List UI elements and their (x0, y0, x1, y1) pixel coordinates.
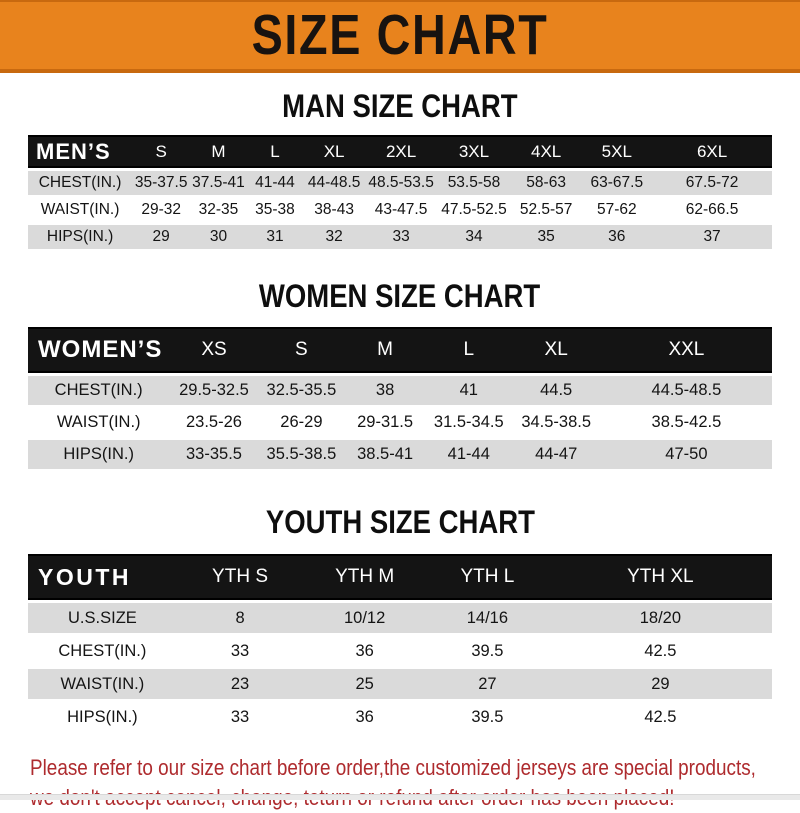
size-value-cell: 52.5-57 (511, 197, 582, 224)
size-column-header: 2XL (365, 135, 437, 170)
size-value-cell: 41-44 (247, 170, 304, 197)
size-value-cell: 8 (177, 602, 303, 635)
youth-size-table (28, 554, 772, 732)
size-column-header: YTH L (426, 554, 549, 602)
size-value-cell: 44-47 (512, 439, 601, 470)
size-value-cell: 35-38 (247, 197, 304, 224)
size-column-header: 6XL (652, 135, 772, 170)
size-value-cell: 47-50 (601, 439, 772, 470)
size-value-cell: 36 (303, 635, 426, 668)
size-value-cell: 44.5 (512, 375, 601, 407)
size-value-cell: 67.5-72 (652, 170, 772, 197)
size-value-cell: 48.5-53.5 (365, 170, 437, 197)
size-value-cell: 34.5-38.5 (512, 407, 601, 439)
table-row (28, 439, 772, 470)
youth-section-heading-text: YOUTH SIZE CHART (265, 504, 535, 540)
size-value-cell: 38 (344, 375, 426, 407)
size-value-cell: 32-35 (190, 197, 247, 224)
size-value-cell: 44-48.5 (303, 170, 365, 197)
size-value-cell: 29-31.5 (344, 407, 426, 439)
size-column-header: YTH XL (549, 554, 772, 602)
size-value-cell: 44.5-48.5 (601, 375, 772, 407)
size-value-cell: 23.5-26 (169, 407, 258, 439)
size-value-cell: 32.5-35.5 (259, 375, 345, 407)
size-value-cell: 43-47.5 (365, 197, 437, 224)
table-row (28, 701, 772, 733)
size-column-header: YTH M (303, 554, 426, 602)
table-row (28, 602, 772, 635)
row-label: WAIST(IN.) (28, 197, 132, 224)
size-value-cell: 31 (247, 224, 304, 250)
size-chart-banner (0, 0, 800, 73)
size-value-cell: 33 (177, 701, 303, 733)
row-label: U.S.SIZE (28, 602, 177, 635)
size-value-cell: 38.5-42.5 (601, 407, 772, 439)
size-value-cell: 41 (426, 375, 512, 407)
size-value-cell: 53.5-58 (437, 170, 511, 197)
size-value-cell: 35.5-38.5 (259, 439, 345, 470)
disclaimer-text (30, 753, 800, 813)
table-row (28, 197, 772, 224)
size-value-cell: 47.5-52.5 (437, 197, 511, 224)
men-size-table (28, 135, 772, 249)
size-value-cell: 35-37.5 (132, 170, 190, 197)
size-value-cell: 33 (365, 224, 437, 250)
table-row (28, 170, 772, 197)
image-bottom-edge (0, 794, 800, 800)
row-label: HIPS(IN.) (28, 224, 132, 250)
table-corner-label: MEN’S (28, 135, 132, 170)
size-value-cell: 18/20 (549, 602, 772, 635)
size-value-cell: 29 (132, 224, 190, 250)
size-value-cell: 33 (177, 635, 303, 668)
women-section-heading (0, 280, 800, 312)
size-value-cell: 63-67.5 (581, 170, 652, 197)
size-value-cell: 38.5-41 (344, 439, 426, 470)
size-value-cell: 33-35.5 (169, 439, 258, 470)
disclaimer-line: Please refer to our size chart before order,the customized jerseys are special products, (30, 755, 756, 780)
table-row (28, 375, 772, 407)
table-row (28, 407, 772, 439)
size-value-cell: 36 (303, 701, 426, 733)
row-label: HIPS(IN.) (28, 701, 177, 733)
size-value-cell: 25 (303, 668, 426, 701)
women-size-table (28, 327, 772, 469)
size-column-header: L (247, 135, 304, 170)
size-value-cell: 29.5-32.5 (169, 375, 258, 407)
row-label: HIPS(IN.) (28, 439, 169, 470)
row-label: WAIST(IN.) (28, 668, 177, 701)
table-row (28, 224, 772, 250)
size-column-header: XL (512, 327, 601, 375)
size-column-header: YTH S (177, 554, 303, 602)
size-value-cell: 29-32 (132, 197, 190, 224)
table-row (28, 635, 772, 668)
size-value-cell: 36 (581, 224, 652, 250)
row-label: CHEST(IN.) (28, 375, 169, 407)
size-value-cell: 26-29 (259, 407, 345, 439)
size-value-cell: 58-63 (511, 170, 582, 197)
size-column-header: S (132, 135, 190, 170)
women-section-heading-text: WOMEN SIZE CHART (259, 278, 541, 314)
size-value-cell: 39.5 (426, 701, 549, 733)
row-label: CHEST(IN.) (28, 635, 177, 668)
size-value-cell: 34 (437, 224, 511, 250)
size-value-cell: 30 (190, 224, 247, 250)
size-column-header: XL (303, 135, 365, 170)
man-section-heading-text: MAN SIZE CHART (282, 88, 518, 124)
size-value-cell: 14/16 (426, 602, 549, 635)
table-header-row (28, 327, 772, 375)
size-column-header: 3XL (437, 135, 511, 170)
size-column-header: XS (169, 327, 258, 375)
size-column-header: M (344, 327, 426, 375)
man-section-heading (0, 90, 800, 122)
table-corner-label: WOMEN’S (28, 327, 169, 375)
size-value-cell: 27 (426, 668, 549, 701)
size-value-cell: 29 (549, 668, 772, 701)
size-column-header: M (190, 135, 247, 170)
size-value-cell: 31.5-34.5 (426, 407, 512, 439)
table-row (28, 668, 772, 701)
table-header-row (28, 554, 772, 602)
size-value-cell: 23 (177, 668, 303, 701)
size-value-cell: 41-44 (426, 439, 512, 470)
size-value-cell: 57-62 (581, 197, 652, 224)
size-column-header: 4XL (511, 135, 582, 170)
size-column-header: L (426, 327, 512, 375)
row-label: WAIST(IN.) (28, 407, 169, 439)
size-value-cell: 38-43 (303, 197, 365, 224)
size-column-header: XXL (601, 327, 772, 375)
banner-title: SIZE CHART (251, 3, 549, 67)
size-value-cell: 35 (511, 224, 582, 250)
size-value-cell: 10/12 (303, 602, 426, 635)
table-header-row (28, 135, 772, 170)
size-value-cell: 39.5 (426, 635, 549, 668)
size-value-cell: 42.5 (549, 701, 772, 733)
table-corner-label: YOUTH (28, 554, 177, 602)
size-column-header: 5XL (581, 135, 652, 170)
size-column-header: S (259, 327, 345, 375)
size-value-cell: 37.5-41 (190, 170, 247, 197)
size-value-cell: 37 (652, 224, 772, 250)
size-value-cell: 42.5 (549, 635, 772, 668)
youth-section-heading (0, 506, 800, 538)
size-value-cell: 62-66.5 (652, 197, 772, 224)
row-label: CHEST(IN.) (28, 170, 132, 197)
size-value-cell: 32 (303, 224, 365, 250)
